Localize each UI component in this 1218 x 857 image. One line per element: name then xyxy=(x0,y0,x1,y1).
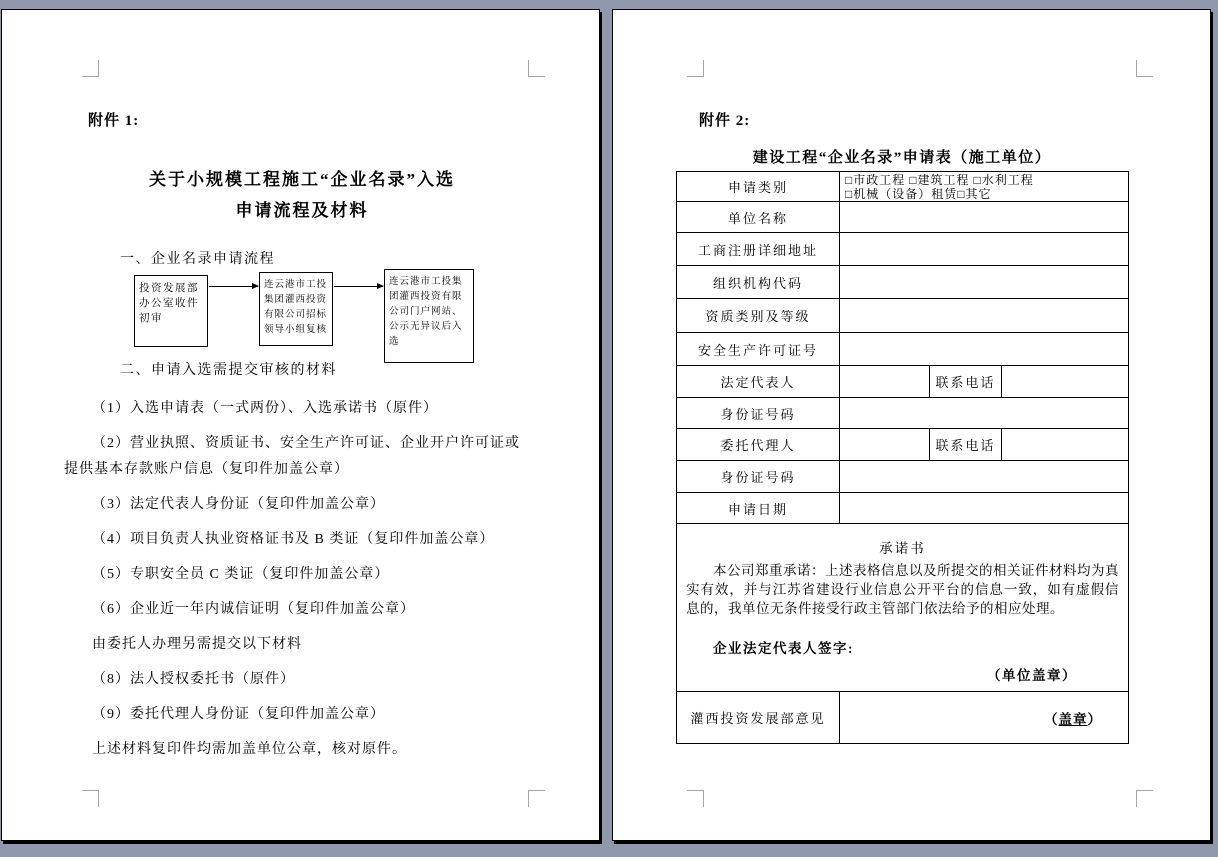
document-page-2 xyxy=(612,9,1211,841)
category-options-cell[interactable] xyxy=(840,172,1129,202)
id-number-1-input-cell[interactable] xyxy=(840,398,1129,429)
company-name-input-cell[interactable] xyxy=(840,202,1129,233)
category-options-line-2[interactable]: □机械（设备）租赁□其它 xyxy=(845,186,992,201)
label-entrusted-agent: 委托代理人 xyxy=(677,429,840,461)
legal-rep-signature-label[interactable]: 企业法定代表人签字: xyxy=(713,640,854,656)
margin-mark-top-right xyxy=(528,60,545,77)
id-number-2-input-cell[interactable] xyxy=(840,461,1129,493)
section-1-heading: 一、企业名录申请流程 xyxy=(120,252,275,267)
section-2-heading: 二、申请入选需提交审核的材料 xyxy=(120,363,337,378)
flow-step-2: 连云港市工投集团灌西投资有限公司招标领导小组复核 xyxy=(259,272,333,346)
page-title xyxy=(62,164,542,226)
entrusted-agent-input-cell[interactable] xyxy=(840,429,930,461)
label-org-code: 组织机构代码 xyxy=(677,266,840,299)
document-page-1 xyxy=(1,9,600,841)
registered-address-input-cell[interactable] xyxy=(840,233,1129,266)
attachment-2-label: 附件 2: xyxy=(699,113,751,129)
margin-mark-bottom-right xyxy=(528,790,545,807)
margin-mark-bottom-left xyxy=(82,790,99,807)
commitment-letter-body: 本公司郑重承诺：上述表格信息以及所提交的相关证件材料均为真实有效，并与江苏省建设行业信息公开平台的信息一致，如有虚假信息的，我单位无条件接受行政主管部门依法给予的相应处理。 xyxy=(686,562,1120,616)
material-item-6: （6）企业近一年内诚信证明（复印件加盖公章） xyxy=(92,602,415,617)
materials-list xyxy=(64,396,526,772)
attachment-1-label: 附件 1: xyxy=(88,113,140,129)
application-date-input-cell[interactable] xyxy=(840,493,1129,524)
label-contact-phone-2: 联系电话 xyxy=(930,429,1002,461)
application-form-table xyxy=(676,171,1129,744)
margin-mark-top-right xyxy=(1136,60,1153,77)
form-title: 建设工程“企业名录”申请表（施工单位） xyxy=(752,150,1052,166)
org-code-input-cell[interactable] xyxy=(840,266,1129,299)
margin-mark-top-left xyxy=(82,60,99,77)
page-title-line-1: 关于小规模工程施工“企业名录”入选 xyxy=(149,170,455,189)
label-safety-permit-no: 安全生产许可证号 xyxy=(677,333,840,366)
department-opinion-cell[interactable] xyxy=(840,692,1129,744)
flow-step-1: 投资发展部办公室收件初审 xyxy=(134,275,208,347)
margin-mark-bottom-right xyxy=(1136,790,1153,807)
material-item-9: （9）委托代理人身份证（复印件加盖公章） xyxy=(92,707,385,722)
material-item-1: （1）入选申请表（一式两份）、入选承诺书（原件） xyxy=(92,401,438,416)
flow-arrow-2 xyxy=(334,286,383,287)
flow-step-3: 连云港市工投集团灌西投资有限公司门户网站、公示无异议后入选 xyxy=(384,269,474,363)
unit-seal-label: （单位盖章） xyxy=(987,667,1078,683)
flow-arrow-1 xyxy=(209,286,258,287)
safety-permit-input-cell[interactable] xyxy=(840,333,1129,366)
material-item-agent-note: 由委托人办理另需提交以下材料 xyxy=(92,637,302,652)
commitment-letter-title: 承诺书 xyxy=(879,540,926,556)
label-company-name: 单位名称 xyxy=(677,202,840,233)
seal-label: （盖章） xyxy=(1044,711,1103,727)
contact-phone-1-input-cell[interactable] xyxy=(1002,366,1129,398)
label-legal-representative: 法定代表人 xyxy=(677,366,840,398)
legal-representative-input-cell[interactable] xyxy=(840,366,930,398)
material-item-5: （5）专职安全员 C 类证（复印件加盖公章） xyxy=(92,567,390,582)
label-id-number-1: 身份证号码 xyxy=(677,398,840,429)
material-item-8: （8）法人授权委托书（原件） xyxy=(92,672,295,687)
label-id-number-2: 身份证号码 xyxy=(677,461,840,493)
label-qualification-grade: 资质类别及等级 xyxy=(677,299,840,333)
label-registered-address: 工商注册详细地址 xyxy=(677,233,840,266)
contact-phone-2-input-cell[interactable] xyxy=(1002,429,1129,461)
material-item-2: （2）营业执照、资质证书、安全生产许可证、企业开户许可证或提供基本存款账户信息（复印件加盖公章） xyxy=(64,436,520,477)
material-item-3: （3）法定代表人身份证（复印件加盖公章） xyxy=(92,497,385,512)
material-closing-note: 上述材料复印件均需加盖单位公章，核对原件。 xyxy=(92,742,407,757)
label-application-date: 申请日期 xyxy=(677,493,840,524)
label-guanxi-department-opinion: 灌西投资发展部意见 xyxy=(677,692,840,744)
qualification-grade-input-cell[interactable] xyxy=(840,299,1129,333)
label-application-category: 申请类别 xyxy=(677,172,840,202)
commitment-letter-cell xyxy=(677,524,1129,692)
margin-mark-bottom-left xyxy=(687,790,704,807)
page-title-line-2: 申请流程及材料 xyxy=(235,201,369,220)
material-item-4: （4）项目负责人执业资格证书及 B 类证（复印件加盖公章） xyxy=(92,532,495,547)
margin-mark-top-left xyxy=(687,60,704,77)
category-options-line-1[interactable]: □市政工程 □建筑工程 □水利工程 xyxy=(845,172,1034,187)
label-contact-phone-1: 联系电话 xyxy=(930,366,1002,398)
